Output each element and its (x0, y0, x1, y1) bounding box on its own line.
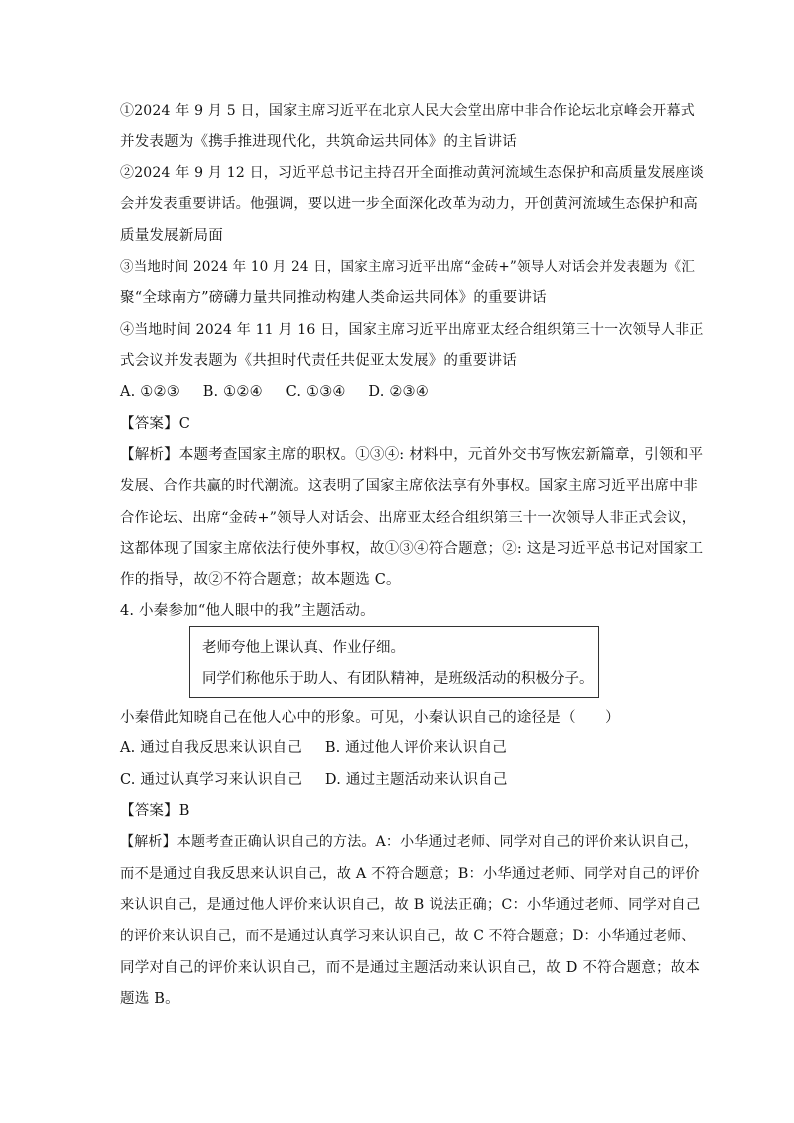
q3-item2-line1: ②2024 年 9 月 12 日，习近平总书记主持召开全面推动黄河流域生态保护和高质量发展座谈 (120, 165, 704, 181)
q4-option-c: C. 通过认真学习来认识自己 (120, 772, 303, 788)
q4-analysis-line6: 题选 B。 (120, 991, 180, 1007)
q3-item3-line2: 聚“全球南方”磅礴力量共同推动构建人类命运共同体》的重要讲话 (120, 290, 547, 306)
q3-option-d: D. ②③④ (368, 384, 429, 400)
q4-material-box (189, 626, 599, 698)
q4-options-row1 (120, 738, 525, 758)
q4-analysis-line5: 同学对自己的评价来认识自己，而不是通过主题活动来认识自己，故 D 不符合题意；故本 (120, 960, 701, 976)
q4-analysis-line4: 的评价来认识自己，而不是通过认真学习来认识自己，故 C 不符合题意；D：小华通过老师、 (120, 928, 696, 944)
q3-item2-line2: 会并发表重要讲话。他强调，要以进一步全面深化改革为动力，开创黄河流域生态保护和高 (120, 196, 699, 212)
q3-option-b: B. ①②④ (202, 384, 263, 400)
q3-item4-line1: ④当地时间 2024 年 11 月 16 日，国家主席习近平出席亚太经合组织第三十一次领导人非正 (120, 322, 704, 338)
q4-box-line2: 同学们称他乐于助人、有团队精神，是班级活动的积极分子。 (202, 671, 594, 687)
q4-analysis-line3: 来认识自己，是通过他人评价来认识自己，故 B 说法正确；C：小华通过老师、同学对自己 (120, 897, 701, 913)
q3-analysis-line2: 发展、合作共赢的时代潮流。这表明了国家主席依法享有外事权。国家主席习近平出席中非 (120, 478, 699, 494)
q4-option-d: D. 通过主题活动来认识自己 (324, 772, 508, 788)
q4-stem: 4. 小秦参加“他人眼中的我”主题活动。 (120, 603, 375, 619)
q3-item1-line2: 并发表题为《携手推进现代化，共筑命运共同体》的主旨讲话 (120, 134, 517, 150)
q4-option-a: A. 通过自我反思来认识自己 (120, 740, 302, 756)
q4-analysis-line2: 而不是通过自我反思来认识自己，故 A 不符合题意；B：小华通过老师、同学对自己的评价 (120, 866, 700, 882)
q3-item3-line1: ③当地时间 2024 年 10 月 24 日，国家主席习近平出席“金砖+”领导人对话会并发表题为《汇 (120, 259, 696, 275)
q4-question: 小秦借此知晓自己在他人心中的形象。可见，小秦认识自己的途径是（ ） (120, 710, 620, 726)
q3-analysis-line5: 作的指导，故②不符合题意；故本题选 C。 (120, 572, 401, 588)
q4-answer: 【答案】B (120, 803, 190, 819)
q4-options-row2 (120, 770, 526, 790)
q3-answer: 【答案】C (120, 416, 191, 432)
q3-analysis-line3: 合作论坛、出席“金砖+”领导人对话会、出席亚太经合组织第三十一次领导人非正式会议， (120, 510, 697, 526)
q3-option-a: A. ①②③ (120, 384, 180, 400)
q3-analysis-line4: 这都体现了国家主席依法行使外事权，故①③④符合题意；②: 这是习近平总书记对国家工 (120, 541, 704, 557)
q3-item4-line2: 式会议并发表题为《共担时代责任共促亚太发展》的重要讲话 (120, 353, 517, 369)
q3-analysis-line1: 【解析】本题考查国家主席的职权。①③④: 材料中，元首外交书写恢宏新篇章，引领和平 (120, 447, 704, 463)
q3-option-c: C. ①③④ (285, 384, 346, 400)
q3-options (120, 382, 447, 402)
q3-item1-line1: ①2024 年 9 月 5 日，国家主席习近平在北京人民大会堂出席中非合作论坛北京峰会开幕式 (120, 103, 695, 119)
q4-box-line1: 老师夸他上课认真、作业仔细。 (202, 640, 405, 656)
q4-analysis-line1: 【解析】本题考查正确认识自己的方法。A：小华通过老师、同学对自己的评价来认识自己， (120, 834, 699, 850)
q4-option-b: B. 通过他人评价来认识自己 (324, 740, 507, 756)
q3-item2-line3: 质量发展新局面 (120, 228, 223, 244)
